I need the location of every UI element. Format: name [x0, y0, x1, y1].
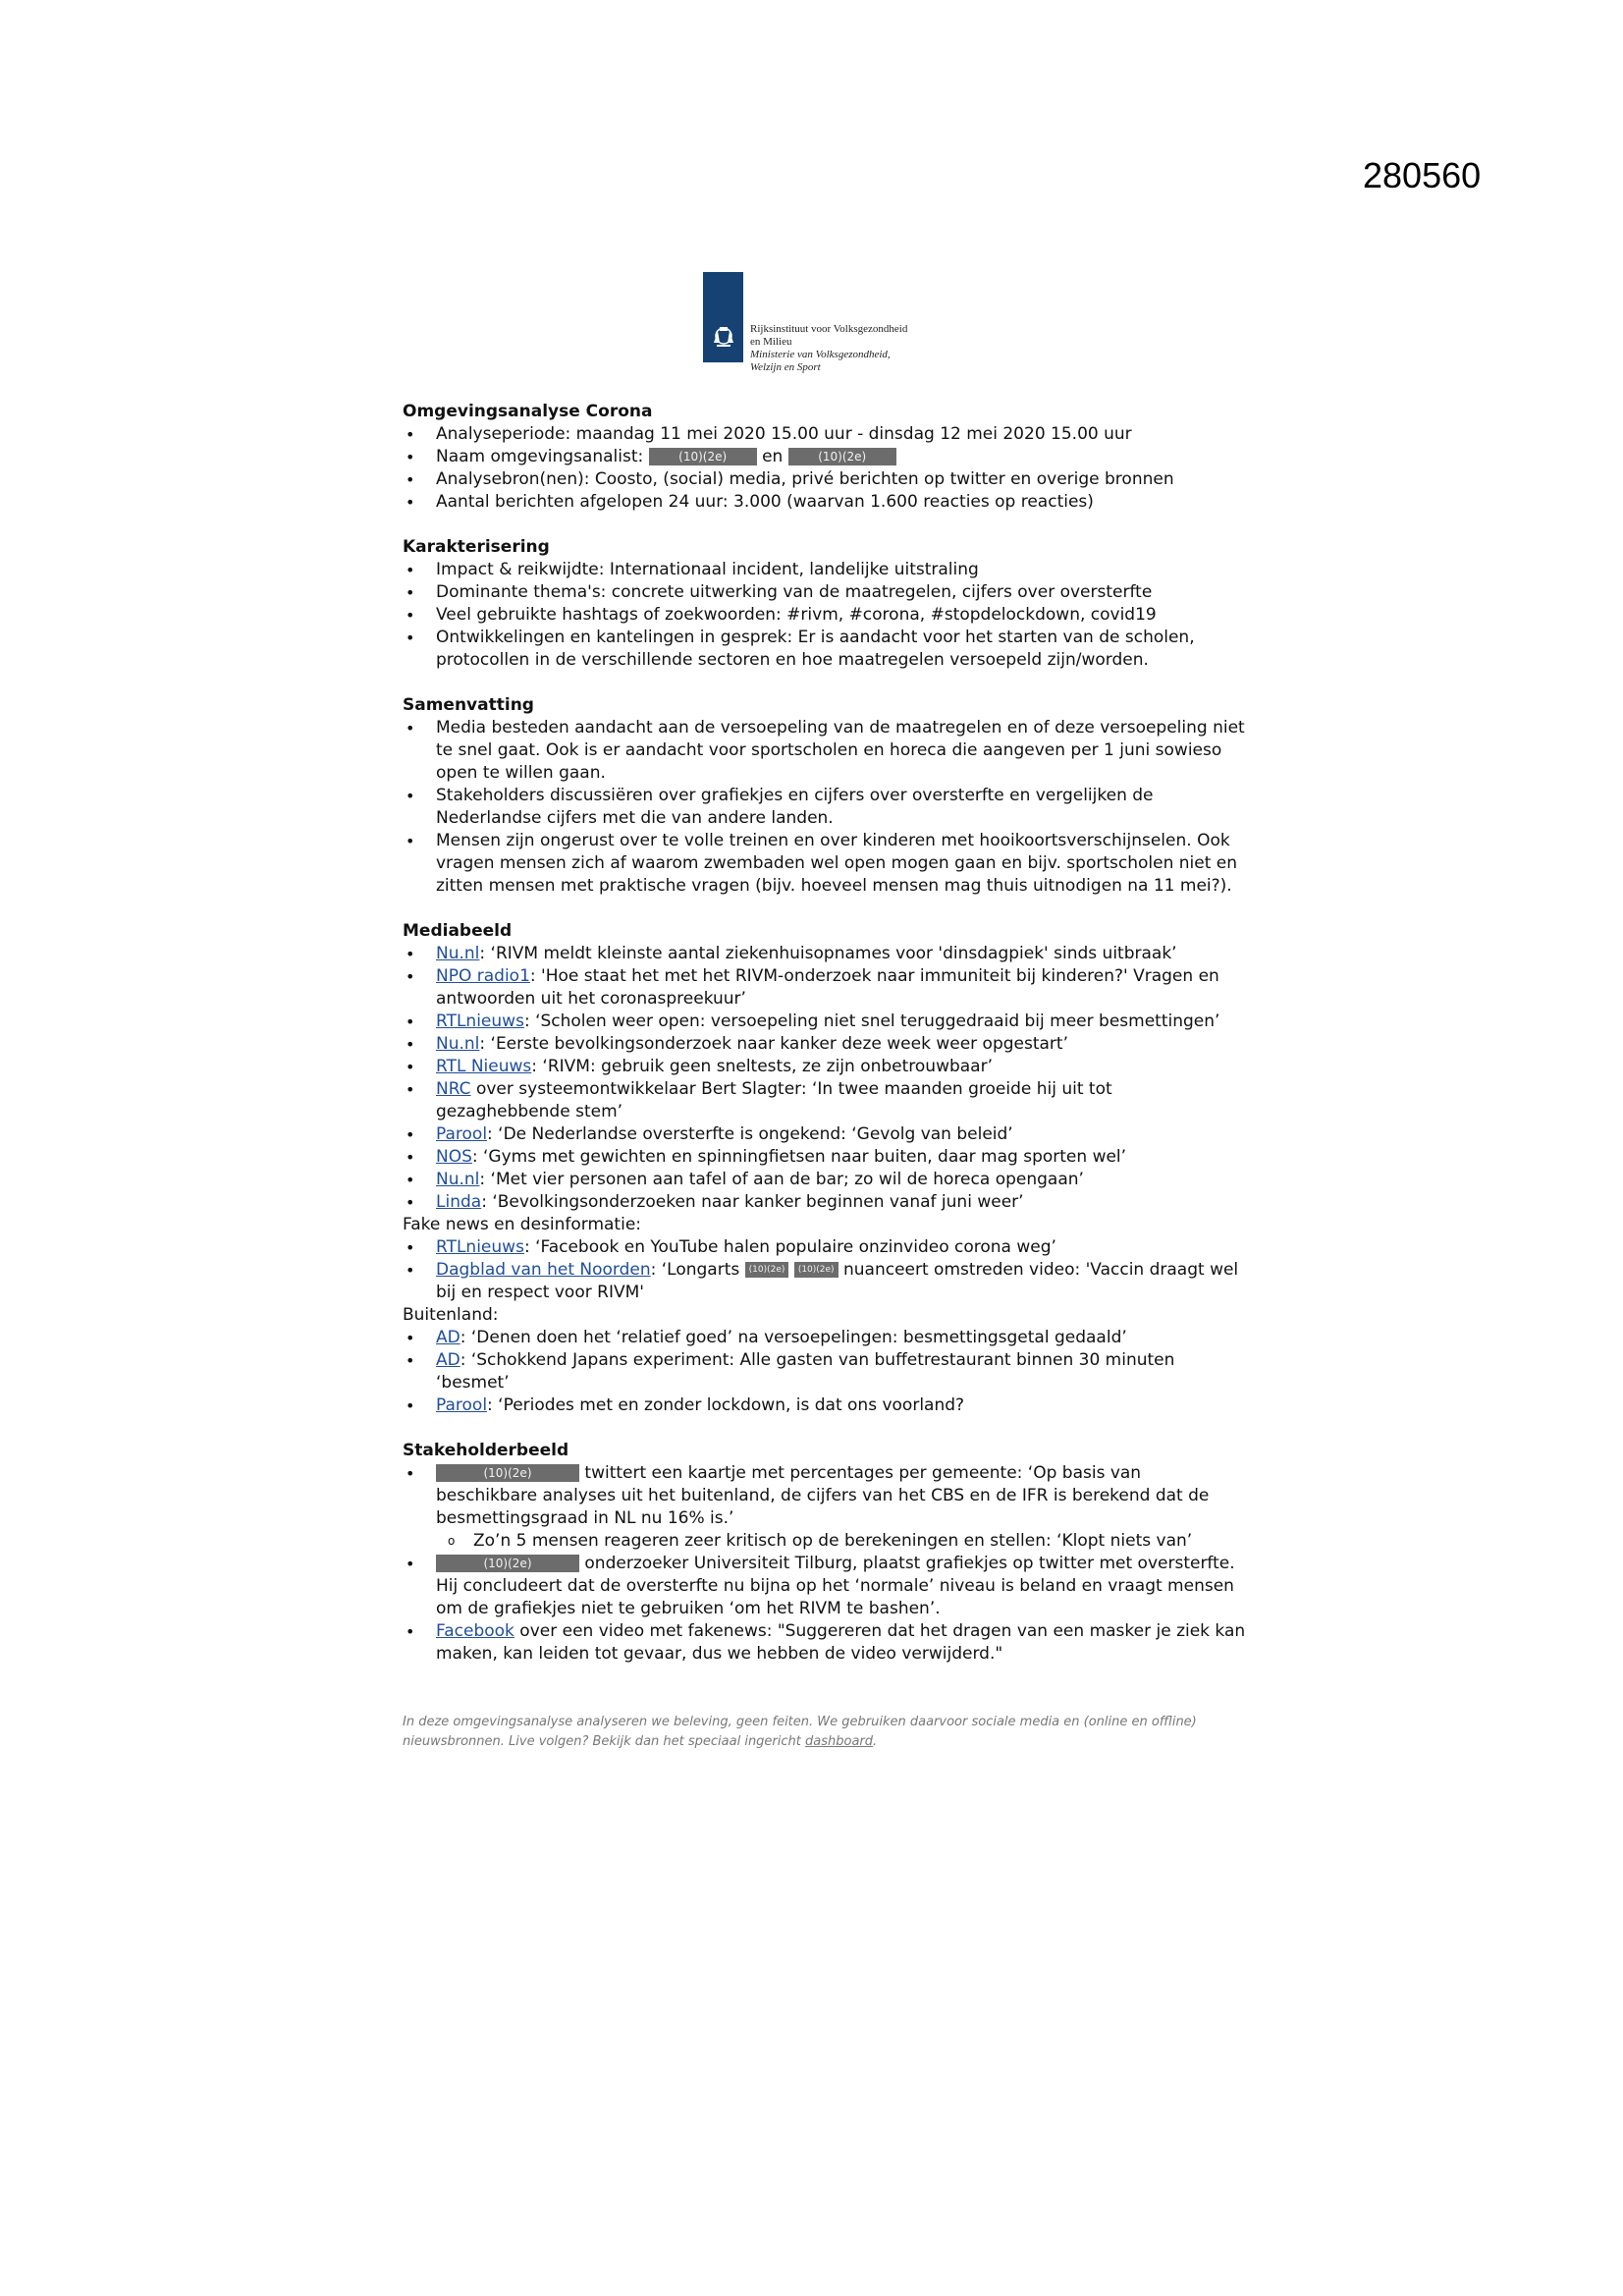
foreign-heading: Buitenland:	[403, 1305, 499, 1325]
media-text: : ‘Facebook en YouTube halen populaire onzinvideo corona weg’	[523, 1237, 1056, 1257]
list-item: • Stakeholders discussiëren over grafiekjes en cijfers over oversterfte en vergelijken de Nederlandse cijfers met die van andere landen.	[403, 785, 1247, 830]
analyst-and: en	[762, 447, 784, 466]
stakeholder-text: over een video met fakenews: "Suggereren dat het dragen van een masker je ziek kan maken, kan leiden tot gevaar, dus we hebben de video verwijderd."	[436, 1621, 1246, 1664]
document-number: 280560	[1363, 155, 1482, 195]
list-item: • Mensen zijn ongerust over te volle treinen en over kinderen met hooikoortsverschijnselen. Ook vragen mensen zich af waarom zwembaden wel open mogen gaan en bijv. sportscholen niet en zitten mensen met praktische vragen (bijv. hoeveel mensen mag thuis uitnodigen na 11 mei?).	[403, 830, 1247, 898]
redaction-box: (10)(2e)	[649, 448, 757, 465]
stakeholder-item	[403, 1462, 1247, 1530]
header-list	[403, 423, 1247, 514]
sources-item: • Analysebron(nen): Coosto, (social) media, privé berichten op twitter en overige bronnen	[403, 468, 1247, 491]
redaction-box: (10)(2e)	[745, 1262, 789, 1278]
media-item	[403, 1123, 1247, 1146]
karakterisering-title: Karakterisering	[403, 537, 550, 557]
media-item	[403, 1394, 1247, 1417]
analyst-item	[403, 446, 1247, 468]
media-item	[403, 1349, 1247, 1394]
source-link[interactable]: NOS	[436, 1147, 472, 1167]
logo-line-2: en Milieu	[750, 336, 792, 348]
media-text: : ‘Met vier personen aan tafel of aan de bar; zo wil de horeca opengaan’	[479, 1170, 1084, 1189]
redaction-box: (10)(2e)	[788, 448, 896, 465]
source-link[interactable]: NPO radio1	[436, 966, 530, 986]
source-link[interactable]: NRC	[436, 1079, 471, 1099]
header-section	[403, 401, 1247, 514]
dashboard-link[interactable]: dashboard	[805, 1734, 874, 1749]
logo-line-4: Welzijn en Sport	[750, 361, 821, 373]
media-text: over systeemontwikkelaar Bert Slagter: ‘In twee maanden groeide hij uit tot gezaghebbende stem’	[436, 1079, 1112, 1121]
stakeholder-item	[403, 1620, 1247, 1666]
stakeholder-text: twittert een kaartje met percentages per gemeente: ‘Op basis van beschikbare analyses uit het buitenland, de cijfers van het CBS en de IFR is berekend dat de besmettingsgraad in NL nu 16% is.’	[436, 1463, 1210, 1528]
fake-news-heading: Fake news en desinformatie:	[403, 1215, 642, 1234]
media-text: : ‘RIVM: gebruik geen sneltests, ze zijn onbetrouwbaar’	[531, 1057, 993, 1076]
list-item: • Ontwikkelingen en kantelingen in gesprek: Er is aandacht voor het starten van de scholen, protocollen in de verschillende sectoren en hoe maatregelen versoepeld zijn/worden.	[403, 627, 1247, 672]
media-item	[403, 1259, 1247, 1304]
stakeholder-subitem: o Zo’n 5 mensen reageren zeer kritisch op de berekeningen en stellen: ‘Klopt niets van’	[403, 1530, 1247, 1553]
source-link[interactable]: Nu.nl	[436, 1170, 480, 1189]
media-text: : ‘Denen doen het ‘relatief goed’ na versoepelingen: besmettingsgetal gedaald’	[460, 1328, 1127, 1347]
media-text: : ‘Gyms met gewichten en spinningfietsen naar buiten, daar mag sporten wel’	[471, 1147, 1127, 1167]
redaction-box: (10)(2e)	[436, 1555, 579, 1572]
redaction-box: (10)(2e)	[436, 1464, 579, 1482]
source-link[interactable]: RTLnieuws	[436, 1011, 524, 1031]
footer-note	[403, 1713, 1247, 1752]
mediabeeld-section	[403, 920, 1247, 1417]
stakeholder-text: onderzoeker Universiteit Tilburg, plaatst grafiekjes op twitter met oversterfte. Hij concludeert dat de oversterfte nu bijna op het ‘normale’ niveau is beland en vraagt mensen om de grafiekjes niet te gebruiken ‘om het RIVM te bashen’.	[436, 1554, 1235, 1618]
media-text: : ‘Scholen weer open: versoepeling niet snel teruggedraaid bij meer besmettingen’	[523, 1011, 1220, 1031]
media-item	[403, 1146, 1247, 1169]
footer-text: In deze omgevingsanalyse analyseren we beleving, geen feiten. We gebruiken daarvoor sociale media en (online en offline) nieuwsbronnen. Live volgen? Bekijk dan het speciaal ingericht	[403, 1715, 1197, 1749]
logo-line-1: Rijksinstituut voor Volksgezondheid	[750, 323, 908, 335]
media-item	[403, 1327, 1247, 1349]
redaction-box: (10)(2e)	[794, 1262, 839, 1278]
media-item	[403, 943, 1247, 965]
media-item	[403, 1236, 1247, 1259]
report-body	[403, 401, 1247, 1688]
media-item	[403, 965, 1247, 1011]
media-item	[403, 1078, 1247, 1123]
source-link[interactable]: Facebook	[436, 1621, 514, 1641]
mediabeeld-title: Mediabeeld	[403, 921, 513, 941]
count-item: • Aantal berichten afgelopen 24 uur: 3.000 (waarvan 1.600 reacties op reacties)	[403, 491, 1247, 514]
report-title: Omgevingsanalyse Corona	[403, 402, 653, 421]
media-text: : ‘Longarts	[650, 1260, 740, 1280]
media-text: nuanceert omstreden video: 'Vaccin draagt wel bij en respect voor RIVM'	[436, 1260, 1239, 1302]
source-link[interactable]: Nu.nl	[436, 944, 480, 963]
source-link[interactable]: AD	[436, 1328, 460, 1347]
source-link[interactable]: Dagblad van het Noorden	[436, 1260, 651, 1280]
media-item	[403, 1011, 1247, 1033]
list-item: • Media besteden aandacht aan de versoepeling van de maatregelen en of deze versoepeling niet te snel gaat. Ook is er aandacht voor sportscholen en horeca die aangeven per 1 juni sowieso open te willen gaan.	[403, 717, 1247, 785]
logo-line-3: Ministerie van Volksgezondheid,	[750, 349, 891, 360]
media-text: : ‘Bevolkingsonderzoeken naar kanker beginnen vanaf juni weer’	[481, 1192, 1024, 1212]
source-link[interactable]: Parool	[436, 1395, 488, 1415]
media-item	[403, 1169, 1247, 1191]
source-link[interactable]: RTL Nieuws	[436, 1057, 532, 1076]
period-item: • Analyseperiode: maandag 11 mei 2020 15.00 uur - dinsdag 12 mei 2020 15.00 uur	[403, 423, 1247, 446]
source-link[interactable]: RTLnieuws	[436, 1237, 524, 1257]
list-item: • Veel gebruikte hashtags of zoekwoorden: #rivm, #corona, #stopdelockdown, covid19	[403, 604, 1247, 627]
source-link[interactable]: Nu.nl	[436, 1034, 480, 1054]
media-item	[403, 1191, 1247, 1214]
karakterisering-section	[403, 536, 1247, 672]
samenvatting-section	[403, 694, 1247, 898]
media-text: : ‘Eerste bevolkingsonderzoek naar kanker deze week weer opgestart’	[479, 1034, 1068, 1054]
media-text: : ‘Schokkend Japans experiment: Alle gasten van buffetrestaurant binnen 30 minuten ‘besmet’	[436, 1350, 1175, 1393]
media-text: : 'Hoe staat het met het RIVM-onderzoek naar immuniteit bij kinderen?' Vragen en antwoorden uit het coronaspreekuur’	[436, 966, 1219, 1009]
media-text: : ‘RIVM meldt kleinste aantal ziekenhuisopnames voor 'dinsdagpiek' sinds uitbraak’	[479, 944, 1177, 963]
stakeholderbeeld-section	[403, 1440, 1247, 1666]
list-item: • Dominante thema's: concrete uitwerking van de maatregelen, cijfers over oversterfte	[403, 581, 1247, 604]
logo-text	[750, 323, 1005, 374]
media-text: : ‘Periodes met en zonder lockdown, is dat ons voorland?	[487, 1395, 965, 1415]
samenvatting-title: Samenvatting	[403, 695, 534, 715]
footer-end: .	[873, 1734, 878, 1749]
stakeholder-item	[403, 1553, 1247, 1620]
logo-bar	[703, 272, 743, 362]
crest-icon	[709, 321, 738, 351]
source-link[interactable]: Linda	[436, 1192, 482, 1212]
source-link[interactable]: Parool	[436, 1124, 488, 1144]
media-item	[403, 1033, 1247, 1056]
media-item	[403, 1056, 1247, 1078]
analyst-prefix: Naam omgevingsanalist:	[436, 447, 644, 466]
stakeholderbeeld-title: Stakeholderbeeld	[403, 1441, 569, 1460]
media-text: : ‘De Nederlandse oversterfte is ongekend: ‘Gevolg van beleid’	[487, 1124, 1013, 1144]
list-item: • Impact & reikwijdte: Internationaal incident, landelijke uitstraling	[403, 559, 1247, 581]
source-link[interactable]: AD	[436, 1350, 460, 1370]
